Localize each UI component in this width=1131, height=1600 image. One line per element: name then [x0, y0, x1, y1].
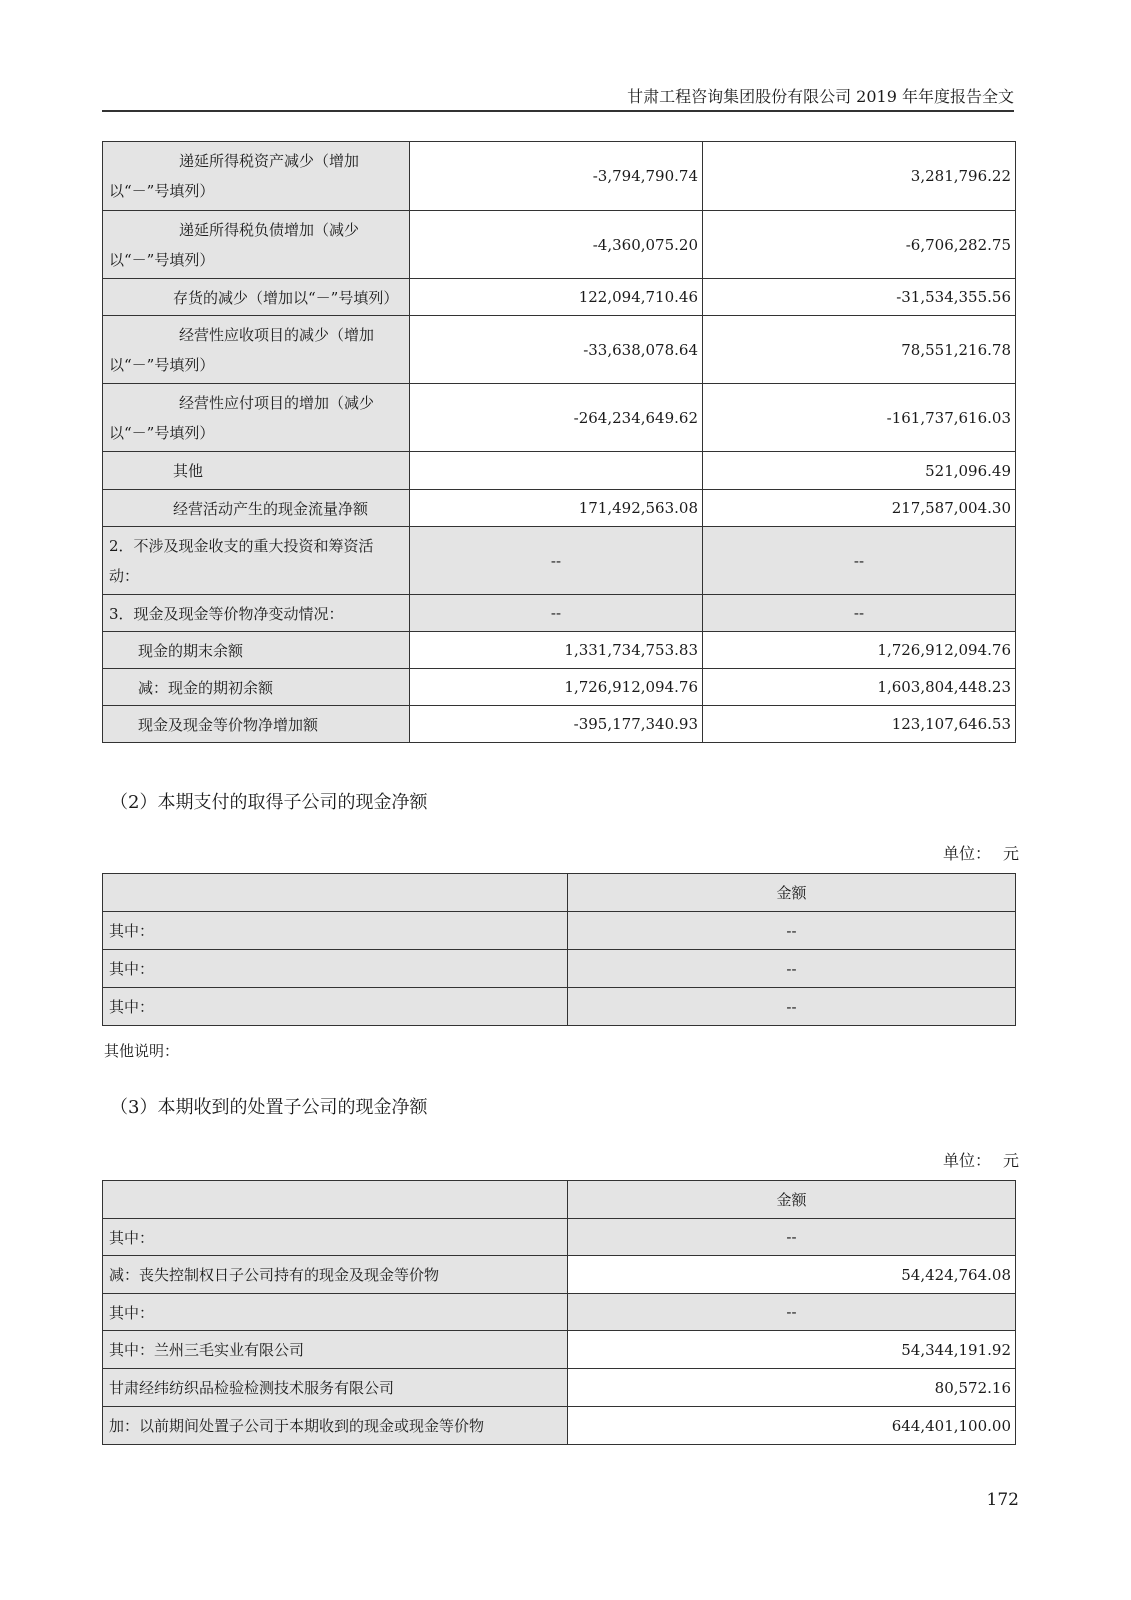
row-value: 54,424,764.08	[568, 1256, 1016, 1294]
row-label: 加：以前期间处置子公司于本期收到的现金或现金等价物	[103, 1407, 568, 1445]
row-value: 54,344,191.92	[568, 1331, 1016, 1369]
row-label: 经营性应收项目的减少（增加以“－”号填列）	[103, 316, 410, 384]
row-label: 存货的减少（增加以“－”号填列）	[103, 279, 410, 316]
prior-period-value: 1,726,912,094.76	[703, 632, 1016, 669]
prior-period-value: --	[703, 595, 1016, 632]
row-label: 甘肃经纬纺织品检验检测技术服务有限公司	[103, 1369, 568, 1407]
header-blank	[103, 874, 568, 912]
prior-period-value: --	[703, 527, 1016, 595]
table-row	[103, 452, 1016, 490]
table-row	[103, 1219, 1016, 1256]
current-period-value: --	[410, 527, 703, 595]
amount-header: 金额	[568, 874, 1016, 912]
disposal-cash-table	[102, 1180, 1016, 1445]
table-row	[103, 912, 1016, 950]
row-value: --	[568, 950, 1016, 988]
table-row	[103, 669, 1016, 706]
acquisition-cash-table	[102, 873, 1016, 1026]
table-row	[103, 1407, 1016, 1445]
current-period-value: -264,234,649.62	[410, 384, 703, 452]
table-row	[103, 316, 1016, 384]
table-row	[103, 211, 1016, 279]
table-row	[103, 1331, 1016, 1369]
section-2-title: （2）本期支付的取得子公司的现金净额	[110, 792, 428, 813]
page-number: 172	[986, 1490, 1019, 1510]
row-label: 其中：兰州三毛实业有限公司	[103, 1331, 568, 1369]
table-row	[103, 142, 1016, 211]
table-row	[103, 490, 1016, 527]
table-row	[103, 384, 1016, 452]
prior-period-value: 1,603,804,448.23	[703, 669, 1016, 706]
current-period-value: 1,331,734,753.83	[410, 632, 703, 669]
table-header-row	[103, 874, 1016, 912]
current-period-value: 171,492,563.08	[410, 490, 703, 527]
row-value: --	[568, 912, 1016, 950]
row-label: 其中：	[103, 1219, 568, 1256]
row-label: 现金的期末余额	[103, 632, 410, 669]
prior-period-value: 217,587,004.30	[703, 490, 1016, 527]
row-label: 递延所得税负债增加（减少以“－”号填列）	[103, 211, 410, 279]
report-title: 甘肃工程咨询集团股份有限公司 2019 年年度报告全文	[627, 87, 1014, 106]
current-period-value: -4,360,075.20	[410, 211, 703, 279]
prior-period-value: 78,551,216.78	[703, 316, 1016, 384]
prior-period-value: -6,706,282.75	[703, 211, 1016, 279]
row-value: 80,572.16	[568, 1369, 1016, 1407]
current-period-value: -3,794,790.74	[410, 142, 703, 211]
current-period-value: -33,638,078.64	[410, 316, 703, 384]
unit-label: 单位： 元	[942, 1151, 1019, 1170]
table-row	[103, 595, 1016, 632]
other-notes: 其他说明：	[104, 1042, 180, 1060]
row-label: 减：丧失控制权日子公司持有的现金及现金等价物	[103, 1256, 568, 1294]
row-label: 2．不涉及现金收支的重大投资和筹资活动：	[103, 527, 410, 595]
prior-period-value: -31,534,355.56	[703, 279, 1016, 316]
cash-flow-supplement-table	[102, 141, 1016, 743]
prior-period-value: 521,096.49	[703, 452, 1016, 490]
table-row	[103, 1369, 1016, 1407]
row-label: 经营活动产生的现金流量净额	[103, 490, 410, 527]
table-row	[103, 632, 1016, 669]
row-label: 经营性应付项目的增加（减少以“－”号填列）	[103, 384, 410, 452]
row-label: 其中：	[103, 988, 568, 1026]
prior-period-value: -161,737,616.03	[703, 384, 1016, 452]
row-label: 现金及现金等价物净增加额	[103, 706, 410, 743]
table-row	[103, 279, 1016, 316]
row-value: 644,401,100.00	[568, 1407, 1016, 1445]
header-blank	[103, 1181, 568, 1219]
row-label: 其中：	[103, 1294, 568, 1331]
row-value: --	[568, 988, 1016, 1026]
row-value: --	[568, 1219, 1016, 1256]
row-label: 3．现金及现金等价物净变动情况：	[103, 595, 410, 632]
table-row	[103, 706, 1016, 743]
row-label: 其中：	[103, 950, 568, 988]
table-row	[103, 950, 1016, 988]
row-label: 减：现金的期初余额	[103, 669, 410, 706]
prior-period-value: 123,107,646.53	[703, 706, 1016, 743]
row-label: 其他	[103, 452, 410, 490]
current-period-value: --	[410, 595, 703, 632]
table-header-row	[103, 1181, 1016, 1219]
table-row	[103, 1256, 1016, 1294]
current-period-value: -395,177,340.93	[410, 706, 703, 743]
page-header	[102, 80, 1014, 112]
current-period-value: 1,726,912,094.76	[410, 669, 703, 706]
current-period-value: 122,094,710.46	[410, 279, 703, 316]
section-3-title: （3）本期收到的处置子公司的现金净额	[110, 1097, 428, 1118]
prior-period-value: 3,281,796.22	[703, 142, 1016, 211]
table-row	[103, 527, 1016, 595]
row-label: 其中：	[103, 912, 568, 950]
row-label: 递延所得税资产减少（增加以“－”号填列）	[103, 142, 410, 211]
unit-label: 单位： 元	[942, 844, 1019, 863]
table-row	[103, 988, 1016, 1026]
row-value: --	[568, 1294, 1016, 1331]
table-row	[103, 1294, 1016, 1331]
amount-header: 金额	[568, 1181, 1016, 1219]
current-period-value	[410, 452, 703, 490]
